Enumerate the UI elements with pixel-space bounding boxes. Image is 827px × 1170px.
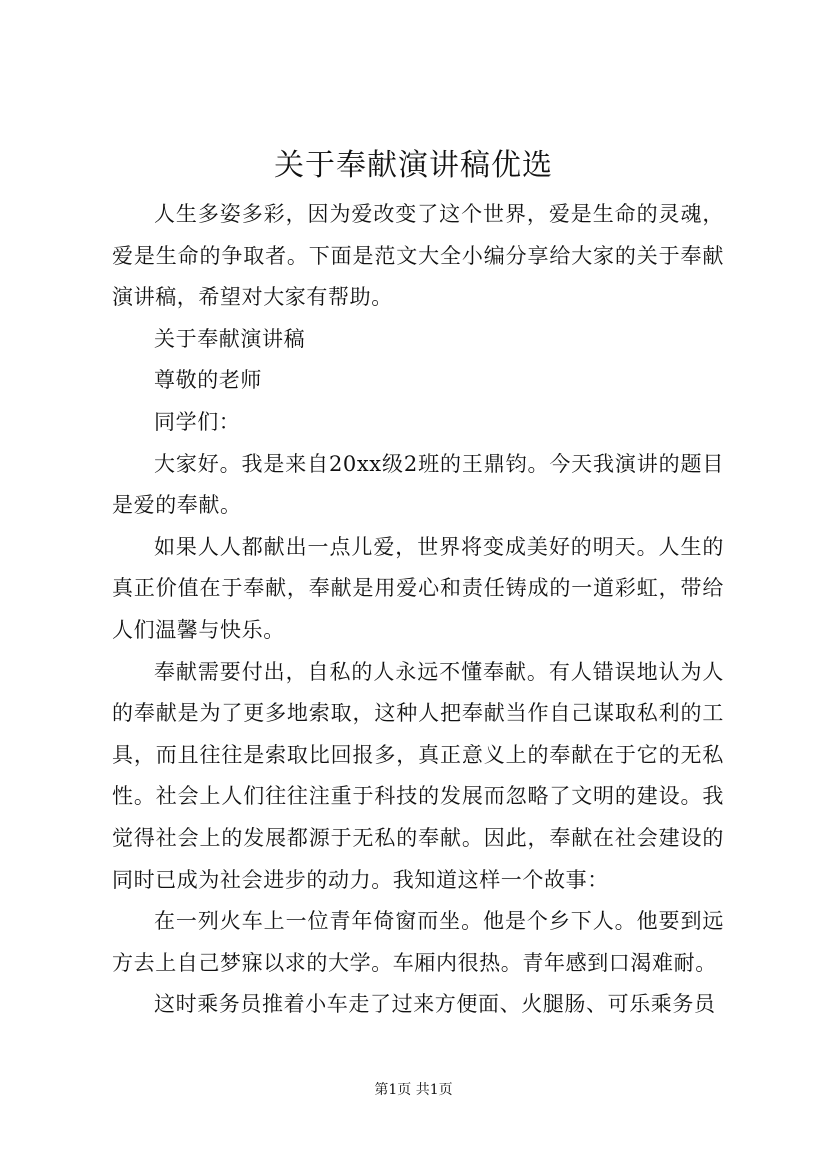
paragraph-salutation-students: 同学们： xyxy=(154,409,241,434)
paragraph-attendant: 这时乘务员推着小车走了过来方便面、火腿肠、可乐乘务员 xyxy=(154,992,716,1017)
paragraph-value-of-dedication: 如果人人都献出一点儿爱，世界将变成美好的明天。人生的真正价值在于奉献，奉献是用爱心和责任铸成的一道彩虹，带给人们温馨与快乐。 xyxy=(112,534,724,642)
paragraph-salutation-teacher: 尊敬的老师 xyxy=(154,368,262,393)
page-footer: 第1页 共1页 xyxy=(374,1082,453,1098)
paragraph-speech-heading: 关于奉献演讲稿 xyxy=(154,326,306,351)
document-body xyxy=(112,194,724,1026)
paragraph-greeting: 大家好。我是来自20xx级2班的王鼎钧。今天我演讲的题目是爱的奉献。 xyxy=(112,451,724,518)
paragraph-selfless-dedication: 奉献需要付出，自私的人永远不懂奉献。有人错误地认为人的奉献是为了更多地索取，这种人把奉献当作自己谋取私利的工具，而且往往是索取比回报多，真正意义上的奉献在于它的无私性。社会上人们往往注重于科技的发展而忽略了文明的建设。我觉得社会上的发展都源于无私的奉献。因此，奉献在社会建设的同时已成为社会进步的动力。我知道这样一个故事： xyxy=(112,659,724,892)
paragraph-intro: 人生多姿多彩，因为爱改变了这个世界，爱是生命的灵魂，爱是生命的争取者。下面是范文大全小编分享给大家的关于奉献演讲稿，希望对大家有帮助。 xyxy=(112,202,724,310)
paragraph-train-story: 在一列火车上一位青年倚窗而坐。他是个乡下人。他要到远方去上自己梦寐以求的大学。车厢内很热。青年感到口渴难耐。 xyxy=(112,909,724,975)
document-title: 关于奉献演讲稿优选 xyxy=(274,148,553,183)
